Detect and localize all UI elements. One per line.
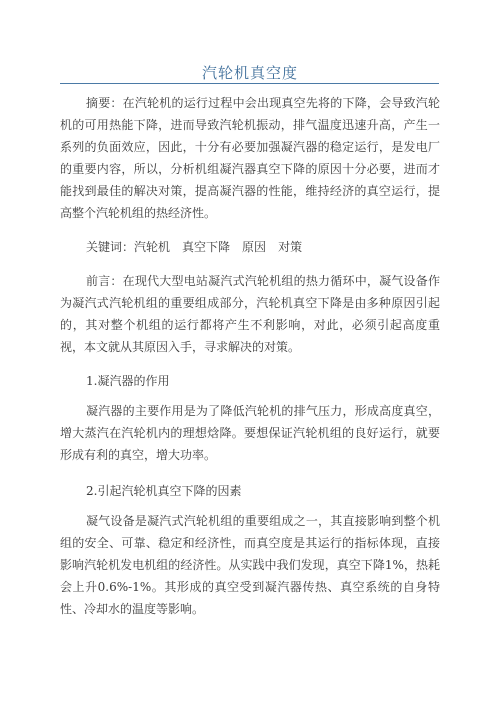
keywords-label: 关键词： [86,240,135,254]
section-2-heading: 2.引起汽轮机真空下降的因素 [86,484,242,498]
keyword-item: 汽轮机 [134,240,171,254]
document-title: 汽轮机真空度 [201,64,298,82]
section-1-body: 凝汽器的主要作用是为了降低汽轮机的排气压力，形成高度真空，增大蒸汽在汽轮机内的理想焓降。要想保证汽轮机组的良好运行，就要形成有利的真空，增大功率。 [60,404,440,462]
keyword-item: 真空下降 [182,240,231,254]
keywords-line [86,236,440,258]
section-2-body: 凝气设备是凝汽式汽轮机组的重要组成之一，其直接影响到整个机组的安全、可靠、稳定和经济性，而真空度是其运行的指标体现，直接影响汽轮机发电机组的经济性。从实践中我们发现，真空下降1%，热耗会上升0.6%-1%。其形成的真空受到凝汽器传热、真空系统的自身特性、冷却水的温度等影响。 [60,514,440,616]
keyword-item: 对策 [278,240,303,254]
title-underline [60,83,439,84]
section-1-heading: 1.凝汽器的作用 [86,374,170,388]
abstract-paragraph: 摘要：在汽轮机的运行过程中会出现真空先将的下降，会导致汽轮机的可用热能下降，进而导致汽轮机振动，排气温度迅速升高，产生一系列的负面效应，因此，十分有必要加强凝汽器的稳定运行，是发电厂的重要内容，所以，分析机组凝汽器真空下降的原因十分必要，进而才能找到最佳的解决对策，提高凝汽器的性能，维持经济的真空运行，提高整个汽轮机组的热经济性。 [60,96,440,220]
keyword-item: 原因 [242,240,267,254]
intro-paragraph: 前言：在现代大型电站凝汽式汽轮机组的热力循环中，凝气设备作为凝汽式汽轮机组的重要组成部分，汽轮机真空下降是由多种原因引起的，其对整个机组的运行都将产生不利影响，对此，必须引起高度重视，本文就从其原因入手，寻求解决的对策。 [60,274,440,354]
